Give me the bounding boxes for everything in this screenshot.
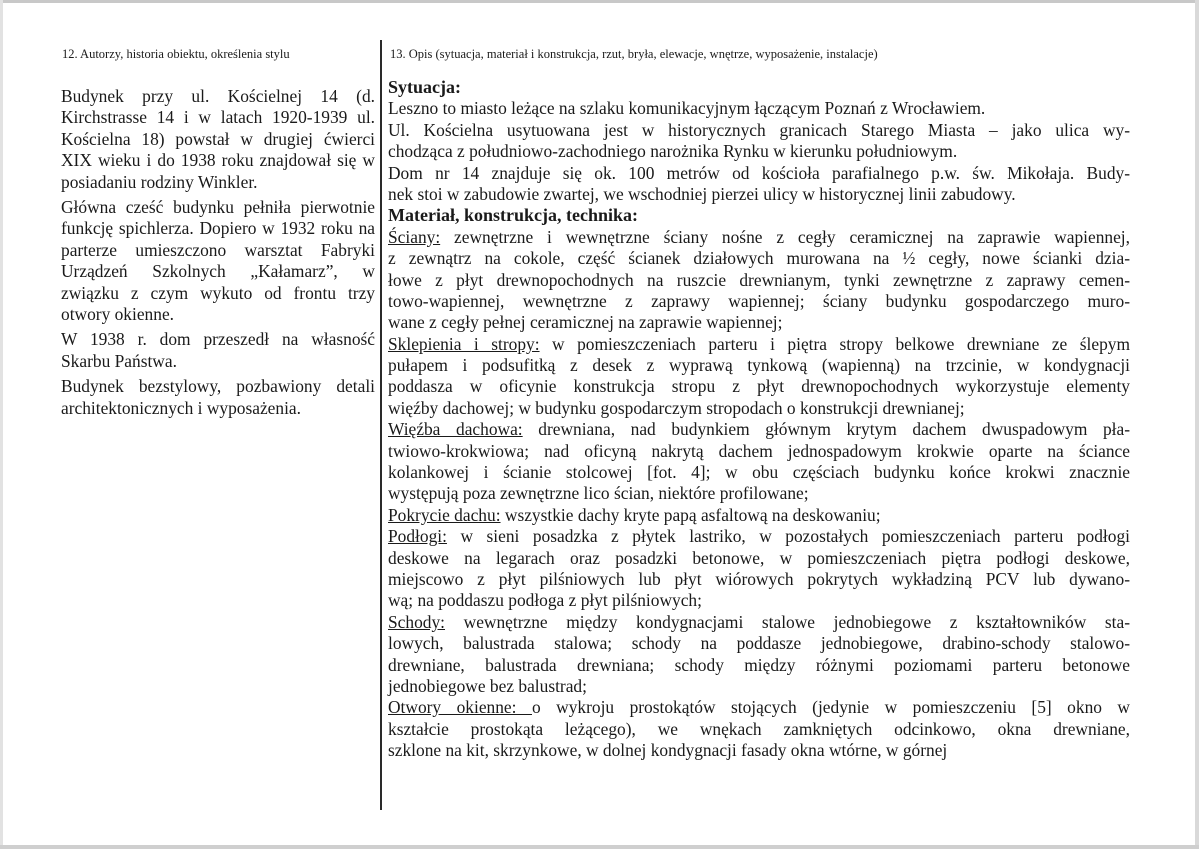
roof-structure-line: występują poza zewnętrzne lico ścian, niektóre profilowane; — [388, 483, 809, 504]
windows-text: o wykroju prostokątów stojących (jedynie w pomieszczeniu [5] okno w — [531, 697, 1130, 718]
windows-line: szklone na kit, skrzynkowe, w dolnej kondygnacji fasady okna wtórne, w górnej — [388, 740, 948, 761]
roofing-line — [388, 505, 1130, 526]
walls-line: łowe z płyt drewnopochodnych na ruszcie drewnianym, tynki zewnętrzne z zaprawy cemen- — [388, 269, 1130, 290]
roofing-text: wszystkie dachy kryte papą asfaltową na deskowaniu; — [500, 504, 881, 525]
windows-label: Otwory okienne: — [388, 697, 532, 718]
history-paragraph: Budynek przy ul. Kościelnej 14 (d. Kirchstrasse 14 i w latach 1920-1939 ul. Kościelna 18) powstał w drugiej ćwierci XIX wieku i do 1938 roku znajdował się w posiadaniu rodziny Winkler. — [61, 86, 375, 192]
history-paragraph: Budynek bezstylowy, pozbawiony detali architektonicznych i wyposażenia. — [61, 376, 375, 418]
floors-label: Podłogi: — [388, 526, 447, 547]
section-12-header: 12. Autorzy, historia obiektu, określenia stylu — [62, 47, 290, 61]
roofing-label: Pokrycie dachu: — [388, 504, 501, 525]
page-edge-bottom — [0, 845, 1199, 849]
walls-line — [388, 227, 1130, 248]
floors-line — [388, 526, 1130, 547]
windows-line — [388, 697, 1130, 718]
walls-text: zewnętrzne i wewnętrzne ściany nośne z cegły ceramicznej na zaprawie wapiennej, — [440, 226, 1130, 247]
situation-line: Dom nr 14 znajduje się ok. 100 metrów od kościoła parafialnego p.w. św. Mikołaja. Budy- — [388, 162, 1130, 183]
roof-structure-line — [388, 419, 1130, 440]
stairs-text: wewnętrzne między kondygnacjami stalowe jednobiegowe z kształtowników sta- — [445, 611, 1130, 632]
stairs-label: Schody: — [388, 611, 446, 632]
walls-line: towo-wapiennej, wewnętrzne z zaprawy wapiennej; ściany budynku gospodarczego muro- — [388, 290, 1130, 311]
windows-line: kształcie prostokąta leżącego), we wnękach zamkniętych odcinkowo, okna drewniane, — [388, 718, 1130, 739]
roof-structure-label: Więźba dachowa: — [388, 419, 523, 440]
walls-line: z zewnątrz na cokole, część ścianek działowych murowana na ½ cegły, nowe ścianki dzia- — [388, 248, 1130, 269]
floors-line: deskowe na legarach oraz posadzki betonowe, w pomieszczeniach piętra podłogi deskowe, — [388, 547, 1130, 568]
history-paragraph: Główna cześć budynku pełniła pierwotnie funkcję spichlerza. Dopiero w 1932 roku na parterze umieszczono warsztat Fabryki Urządzeń Szkolnych „Kałamarz”, w związku z czym wykuto od frontu trzy otwory okienne. — [61, 197, 375, 325]
walls-line: wane z cegły pełnej ceramicznej na zaprawie wapiennej; — [388, 312, 783, 333]
ceilings-label: Sklepienia i stropy: — [388, 333, 540, 354]
column-divider — [380, 40, 382, 810]
roof-structure-line: kolankowej i ścianie stolcowej [fot. 4]; w obu częściach budynku końce krokwi znacznie — [388, 462, 1130, 483]
roof-structure-text: drewniana, nad budynkiem głównym krytym dachem dwuspadowym pła- — [522, 419, 1131, 440]
floors-text: w sieni posadzka z płytek lastriko, w pozostałych pomieszczeniach parteru podłogi — [446, 526, 1130, 547]
material-heading: Materiał, konstrukcja, technika: — [388, 205, 638, 226]
page-edge-right — [1195, 0, 1199, 849]
ceilings-line — [388, 334, 1130, 355]
ceilings-line: poddasza w oficynie konstrukcja stropu z płyt drewnopochodnych wykorzystuje elementy — [388, 376, 1130, 397]
description-column — [388, 77, 1130, 762]
stairs-line: jednobiegowe bez balustrad; — [388, 675, 587, 696]
page-edge-left — [0, 0, 3, 849]
ceilings-line: pułapem i podsufitką z desek z wyprawą tynkową (wapienną) na trzcinie, w kondygnacji — [388, 355, 1130, 376]
stairs-line: drewniane, balustrada drewniana; schody między różnymi poziomami parteru betonowe — [388, 654, 1130, 675]
situation-line: Leszno to miasto leżące na szlaku komunikacyjnym łączącym Poznań z Wrocławiem. — [388, 98, 986, 119]
page-edge-top — [0, 0, 1199, 3]
floors-line: wą; na poddaszu podłoga z płyt pilśniowych; — [388, 590, 702, 611]
situation-line: Ul. Kościelna usytuowana jest w historycznych granicach Starego Miasta – jako ulica wy- — [388, 119, 1130, 140]
floors-line: miejscowo z płyt pilśniowych lub płyt wiórowych pokrytych wykładziną PCV lub dywano- — [388, 568, 1130, 589]
ceilings-line: więźby dachowej; w budynku gospodarczym stropodach o konstrukcji drewnianej; — [388, 397, 965, 418]
situation-line: chodząca z południowo-zachodniego narożnika Rynku w kierunku południowym. — [388, 141, 958, 162]
stairs-line: lowych, balustrada stalowa; schody na poddasze jednobiegowe, drabino-schody stalowo- — [388, 633, 1130, 654]
situation-heading: Sytuacja: — [388, 77, 461, 97]
situation-line: nek stoi w zabudowie zwartej, we wschodniej pierzei ulicy w historycznej linii zabudowy. — [388, 183, 1016, 204]
walls-label: Ściany: — [388, 226, 441, 247]
section-13-header: 13. Opis (sytuacja, materiał i konstrukcja, rzut, bryła, elewacje, wnętrze, wyposażenie, instalacje) — [390, 47, 878, 61]
history-paragraph: W 1938 r. dom przeszedł na własność Skarbu Państwa. — [61, 329, 375, 371]
ceilings-text: w pomieszczeniach parteru i piętra stropy belkowe drewniane ze ślepym — [539, 333, 1130, 354]
roof-structure-line: twiowo-krokwiowa; nad oficyną nakrytą dachem jednospadowym krokwie oparte na ściance — [388, 440, 1130, 461]
stairs-line — [388, 612, 1130, 633]
history-column — [61, 86, 375, 419]
